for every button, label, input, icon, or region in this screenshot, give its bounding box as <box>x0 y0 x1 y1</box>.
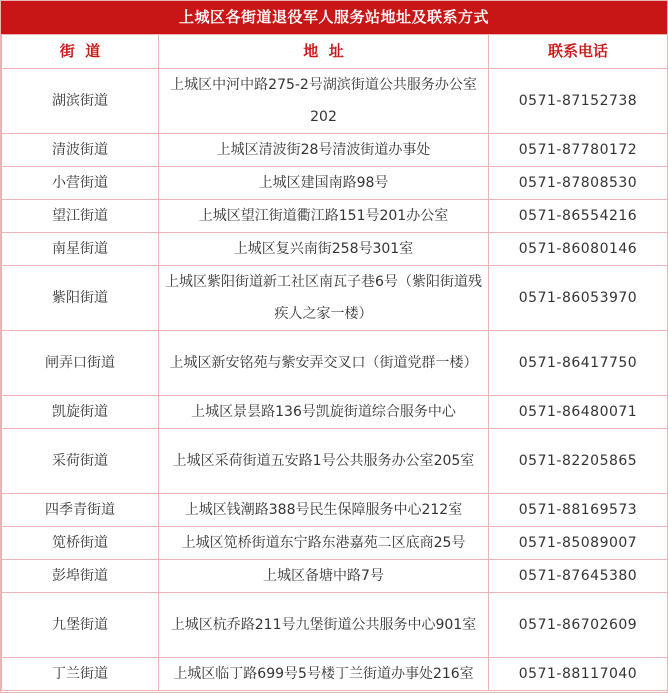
table-row <box>2 494 668 527</box>
table-row <box>2 658 668 691</box>
phone-cell: 0571-86080146 <box>489 233 668 266</box>
phone-cell: 0571-88117040 <box>489 658 668 691</box>
street-cell: 凯旋街道 <box>2 396 159 429</box>
phone-cell: 0571-87780172 <box>489 134 668 167</box>
street-cell: 彭埠街道 <box>2 560 159 593</box>
service-station-table <box>1 34 668 691</box>
phone-cell: 0571-87645380 <box>489 560 668 593</box>
street-cell: 清波街道 <box>2 134 159 167</box>
street-cell: 四季青街道 <box>2 494 159 527</box>
street-cell: 湖滨街道 <box>2 69 159 134</box>
header-street: 街 道 <box>2 35 159 69</box>
street-cell: 闸弄口街道 <box>2 331 159 396</box>
address-cell: 上城区建国南路98号 <box>159 167 489 200</box>
street-cell: 南星街道 <box>2 233 159 266</box>
address-cell: 上城区景昙路136号凯旋街道综合服务中心 <box>159 396 489 429</box>
header-phone: 联系电话 <box>489 35 668 69</box>
table-title: 上城区各街道退役军人服务站地址及联系方式 <box>1 1 667 34</box>
street-cell: 紫阳街道 <box>2 266 159 331</box>
table-row <box>2 527 668 560</box>
address-cell: 上城区紫阳街道新工社区南瓦子巷6号（紫阳街道残疾人之家一楼） <box>159 266 489 331</box>
street-cell: 采荷街道 <box>2 429 159 494</box>
table-body <box>2 69 668 691</box>
table-row <box>2 560 668 593</box>
table-row <box>2 233 668 266</box>
table-row <box>2 331 668 396</box>
table-row <box>2 200 668 233</box>
phone-cell: 0571-86053970 <box>489 266 668 331</box>
table-header-row <box>2 35 668 69</box>
phone-cell: 0571-86554216 <box>489 200 668 233</box>
table-row <box>2 69 668 134</box>
phone-cell: 0571-85089007 <box>489 527 668 560</box>
phone-cell: 0571-87152738 <box>489 69 668 134</box>
street-cell: 小营街道 <box>2 167 159 200</box>
address-cell: 上城区钱潮路388号民生保障服务中心212室 <box>159 494 489 527</box>
table-row <box>2 593 668 658</box>
table-row <box>2 167 668 200</box>
address-cell: 上城区望江街道衢江路151号201办公室 <box>159 200 489 233</box>
phone-cell: 0571-86417750 <box>489 331 668 396</box>
table-row <box>2 429 668 494</box>
street-cell: 九堡街道 <box>2 593 159 658</box>
address-cell: 上城区备塘中路7号 <box>159 560 489 593</box>
address-cell: 上城区笕桥街道东宁路东港嘉苑二区底商25号 <box>159 527 489 560</box>
phone-cell: 0571-88169573 <box>489 494 668 527</box>
street-cell: 笕桥街道 <box>2 527 159 560</box>
phone-cell: 0571-82205865 <box>489 429 668 494</box>
table-row <box>2 396 668 429</box>
address-cell: 上城区清波街28号清波街道办事处 <box>159 134 489 167</box>
street-cell: 丁兰街道 <box>2 658 159 691</box>
address-cell: 上城区临丁路699号5号楼丁兰街道办事处216室 <box>159 658 489 691</box>
address-cell: 上城区复兴南街258号301室 <box>159 233 489 266</box>
address-cell: 上城区新安铭苑与紫安弄交叉口（街道党群一楼） <box>159 331 489 396</box>
table-row <box>2 134 668 167</box>
phone-cell: 0571-86702609 <box>489 593 668 658</box>
phone-cell: 0571-87808530 <box>489 167 668 200</box>
address-cell: 上城区杭乔路211号九堡街道公共服务中心901室 <box>159 593 489 658</box>
header-address: 地 址 <box>159 35 489 69</box>
street-cell: 望江街道 <box>2 200 159 233</box>
phone-cell: 0571-86480071 <box>489 396 668 429</box>
table-row <box>2 266 668 331</box>
address-cell: 上城区中河中路275-2号湖滨街道公共服务办公室202 <box>159 69 489 134</box>
address-cell: 上城区采荷街道五安路1号公共服务办公室205室 <box>159 429 489 494</box>
